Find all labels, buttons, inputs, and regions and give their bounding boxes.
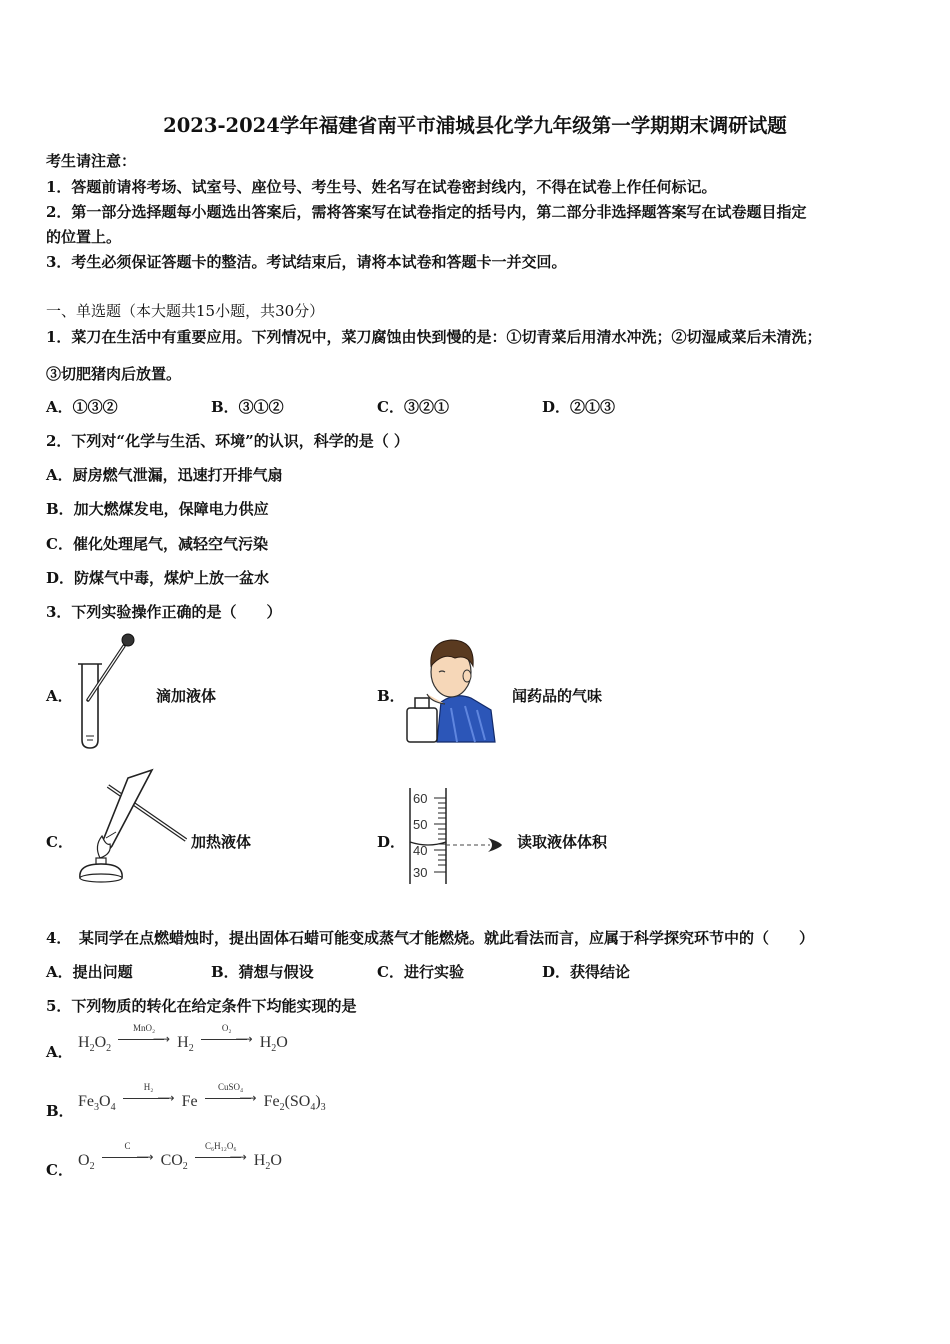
q3-caption-d: 读取液体体积 <box>517 833 608 851</box>
reaction-arrow: C ⟶ <box>102 1148 154 1164</box>
q3-option-a-letter[interactable]: A． <box>46 687 73 705</box>
formula-text: O <box>270 1152 282 1169</box>
question-1-stem-cont: ③切肥猪肉后放置。 <box>46 365 182 383</box>
q3-caption-a: 滴加液体 <box>156 687 217 705</box>
q5-equation-c <box>78 1141 282 1178</box>
formula-sub: 2 <box>106 1043 112 1054</box>
reaction-condition: MnO₂ <box>133 1023 156 1033</box>
formula-sub: 2 <box>271 1043 277 1054</box>
question-2-stem: 2．下列对“化学与生活、环境”的认识，科学的是（ ） <box>46 432 409 450</box>
q3-caption-c: 加热液体 <box>191 833 252 851</box>
q4-option-a[interactable]: A．提出问题 <box>46 963 133 981</box>
q2-option-c[interactable]: C．催化处理尾气，减轻空气污染 <box>46 535 268 553</box>
formula-sub: 2 <box>265 1161 271 1172</box>
reaction-arrow: MnO₂ ⟶ <box>118 1030 170 1046</box>
smelling-reagent-figure <box>405 632 497 744</box>
q5-option-a-letter[interactable]: A． <box>46 1043 73 1061</box>
q4-option-b[interactable]: B．猜想与假设 <box>211 963 314 981</box>
q1-option-c[interactable]: C．③②① <box>377 398 449 416</box>
cylinder-tick-50: 50 <box>413 817 428 832</box>
formula-sub: 2 <box>89 1161 95 1172</box>
formula-text: H <box>253 1152 266 1169</box>
formula-text: Fe <box>78 1093 94 1110</box>
formula-sub: 2 <box>188 1043 194 1054</box>
question-5-stem: 5．下列物质的转化在给定条件下均能实现的是 <box>46 997 357 1015</box>
formula-sub: 3 <box>320 1102 326 1113</box>
formula-sub: 4 <box>110 1102 116 1113</box>
q4-option-c[interactable]: C．进行实验 <box>377 963 464 981</box>
dropper-test-tube-figure <box>72 632 142 750</box>
q5-option-b-letter[interactable]: B． <box>46 1102 74 1120</box>
page-title: 2023-2024学年福建省南平市浦城县化学九年级第一学期期末调研试题 <box>163 114 787 137</box>
question-4-stem: 4． 某同学在点燃蜡烛时，提出固体石蜡可能变成蒸气才能燃烧。就此看法而言，应属于科学探究环节中的（ ） <box>46 929 814 947</box>
formula-sub: 2 <box>89 1043 95 1054</box>
formula-text: Fe <box>181 1093 198 1110</box>
formula-text: H <box>259 1034 272 1051</box>
notice-item: 的位置上。 <box>46 228 122 246</box>
reaction-arrow: H₂ ⟶ <box>123 1089 175 1105</box>
formula-text: Fe <box>263 1093 280 1110</box>
q3-caption-b: 闻药品的气味 <box>512 687 603 705</box>
reaction-condition: C <box>124 1141 131 1151</box>
q3-option-c-letter[interactable]: C． <box>46 833 73 851</box>
reaction-arrow: C₆H₁₂O₆ ⟶ <box>195 1148 247 1164</box>
notice-item: 3．考生必须保证答题卡的整洁。考试结束后，请将本试卷和答题卡一并交回。 <box>46 253 567 271</box>
section-heading: 一、单选题（本大题共15小题，共30分） <box>46 302 325 320</box>
q3-option-b-letter[interactable]: B． <box>377 687 405 705</box>
formula-text: (SO <box>284 1093 311 1110</box>
q1-option-b[interactable]: B．③①② <box>211 398 284 416</box>
notice-item: 2．第一部分选择题每小题选出答案后，需将答案写在试卷指定的括号内，第二部分非选择题答案写在试卷题目指定 <box>46 203 807 221</box>
formula-text: H <box>78 1034 90 1051</box>
reaction-condition: CuSO₄ <box>217 1082 244 1092</box>
q4-option-d[interactable]: D．获得结论 <box>542 963 631 981</box>
formula-sub: 4 <box>310 1102 316 1113</box>
heating-liquid-figure <box>72 766 192 886</box>
q2-option-a[interactable]: A．厨房燃气泄漏，迅速打开排气扇 <box>46 466 283 484</box>
notice-item: 1．答题前请将考场、试室号、座位号、考生号、姓名写在试卷密封线内，不得在试卷上作任何标记。 <box>46 178 717 196</box>
question-3-stem: 3．下列实验操作正确的是（ ） <box>46 603 282 621</box>
measuring-cylinder-figure <box>404 786 508 886</box>
cylinder-tick-40: 40 <box>413 843 428 858</box>
q3-option-d-letter[interactable]: D． <box>377 833 406 851</box>
cylinder-tick-60: 60 <box>413 791 428 806</box>
q5-equation-b <box>78 1082 326 1119</box>
cylinder-tick-30: 30 <box>413 865 428 880</box>
question-1-stem: 1．菜刀在生活中有重要应用。下列情况中，菜刀腐蚀由快到慢的是：①切青菜后用清水冲洗；②切湿咸菜后未清洗； <box>46 328 822 346</box>
formula-sub: 2 <box>279 1102 285 1113</box>
formula-text: CO <box>160 1152 183 1169</box>
formula-text: ) <box>315 1093 321 1110</box>
formula-text: O <box>99 1093 111 1110</box>
q1-option-d[interactable]: D．②①③ <box>542 398 616 416</box>
formula-text: H <box>177 1034 189 1051</box>
formula-text: O <box>94 1034 107 1051</box>
q2-option-d[interactable]: D．防煤气中毒，煤炉上放一盆水 <box>46 569 270 587</box>
reaction-condition: H₂ <box>143 1082 154 1092</box>
reaction-condition: C₆H₁₂O₆ <box>205 1141 237 1151</box>
reaction-arrow: CuSO₄ ⟶ <box>205 1089 257 1105</box>
reaction-arrow: O₂ ⟶ <box>201 1030 253 1046</box>
formula-sub: 2 <box>182 1161 188 1172</box>
notice-heading: 考生请注意： <box>46 152 137 170</box>
formula-text: O <box>78 1152 90 1169</box>
reaction-condition: O₂ <box>221 1023 232 1033</box>
q5-option-c-letter[interactable]: C． <box>46 1161 73 1179</box>
formula-sub: 3 <box>94 1102 99 1113</box>
q2-option-b[interactable]: B．加大燃煤发电，保障电力供应 <box>46 500 269 518</box>
q5-equation-a <box>78 1023 288 1060</box>
q1-option-a[interactable]: A．①③② <box>46 398 118 416</box>
formula-text: O <box>276 1034 288 1051</box>
